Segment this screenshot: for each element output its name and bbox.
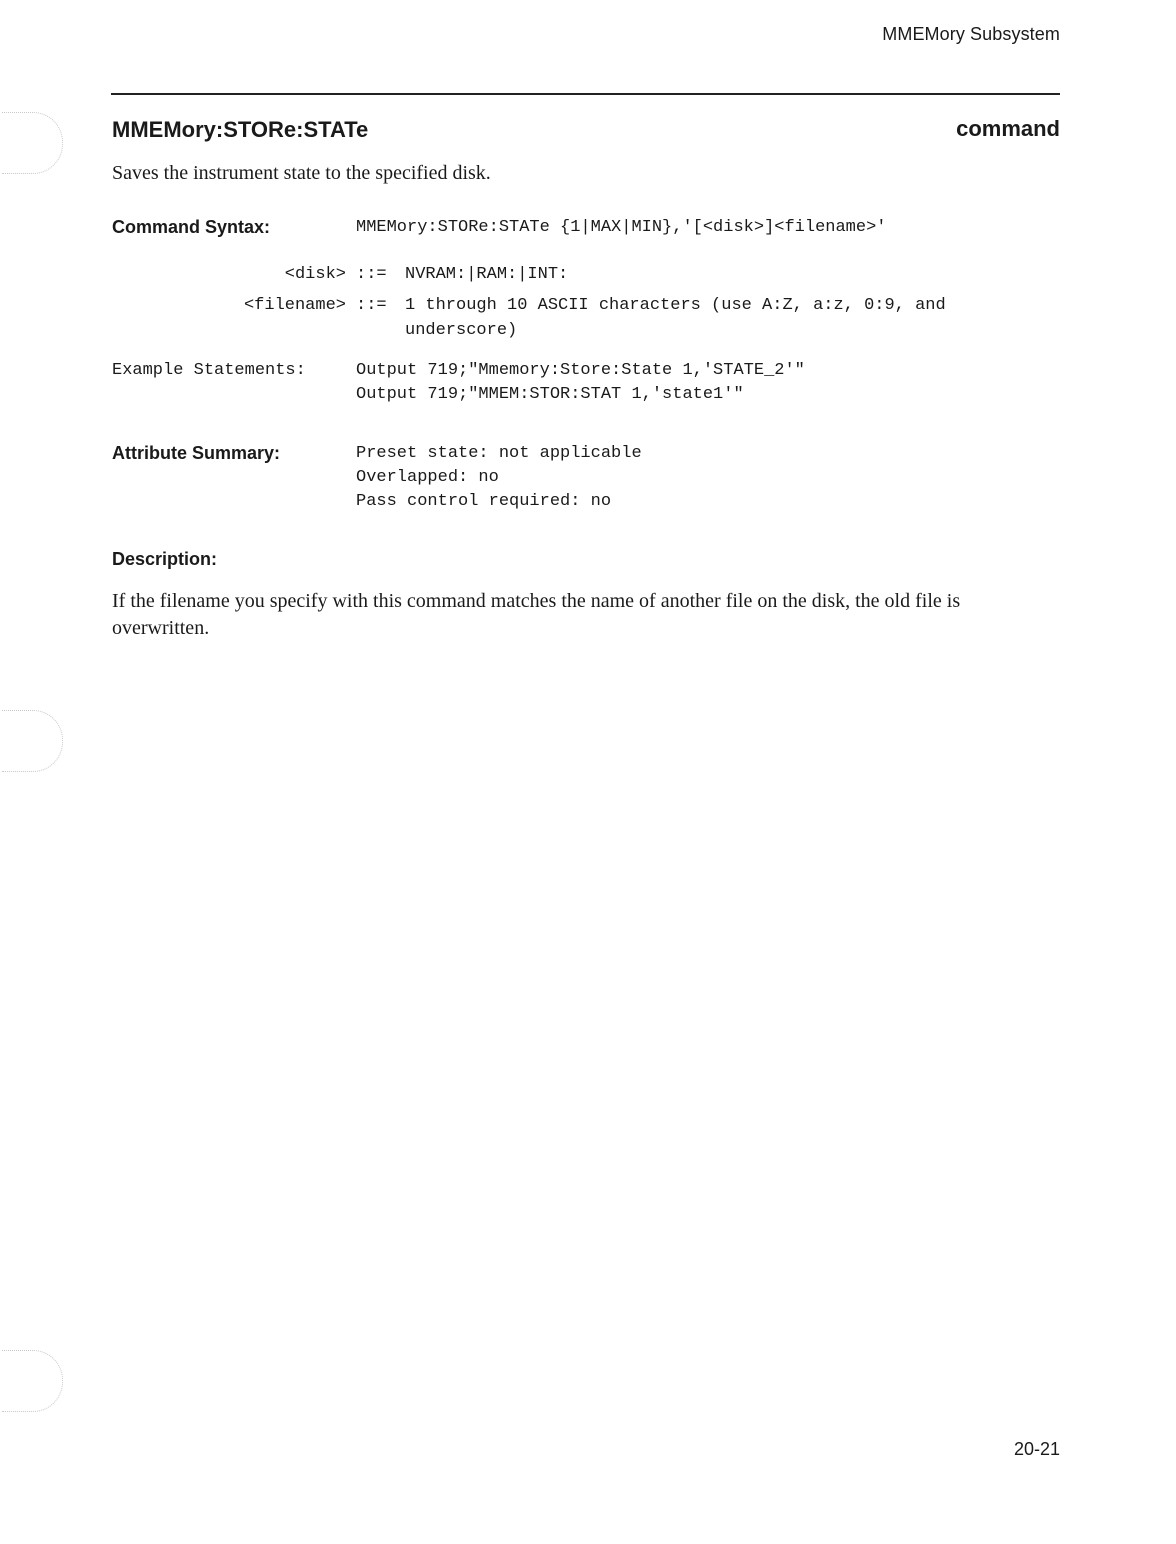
punch-hole-mark [2,112,63,174]
attribute-line: Overlapped: no [356,468,499,487]
description-text: If the filename you specify with this command matches the name of another file on the disk, the old file is overwritten. [112,590,961,639]
punch-hole-mark [2,710,63,772]
page-number: 20-21 [1013,1439,1060,1459]
definition-text-filename: 1 through 10 ASCII characters (use A:Z, a:z, 0:9, and [405,296,946,315]
example-line: Output 719;"Mmemory:Store:State 1,'STATE_2'" [356,361,805,380]
header-rule [111,93,1060,95]
description-label: Description: [112,549,218,569]
definition-text-disk: NVRAM:|RAM:|INT: [405,265,569,284]
definition-term-filename: <filename> [243,296,346,315]
definition-text-filename-cont: underscore) [405,321,518,340]
definition-sep: ::= [356,265,387,284]
examples-label: Example Statements: [112,361,306,380]
attribute-line: Pass control required: no [356,492,612,511]
running-head: MMEMory Subsystem [882,24,1060,44]
syntax-value: MMEMory:STORe:STATe {1|MAX|MIN},'[<disk>]<filename>' [356,218,887,237]
attributes-label: Attribute Summary: [112,443,281,463]
syntax-label: Command Syntax: [112,217,271,237]
definition-sep: ::= [356,296,387,315]
punch-hole-mark [2,1350,63,1412]
command-kind: command [956,116,1060,141]
example-line: Output 719;"MMEM:STOR:STAT 1,'state1'" [356,385,744,404]
command-summary: Saves the instrument state to the specified disk. [112,162,491,184]
attribute-line: Preset state: not applicable [356,444,642,463]
command-title: MMEMory:STORe:STATe [112,117,369,142]
definition-term-disk: <disk> [284,265,346,284]
